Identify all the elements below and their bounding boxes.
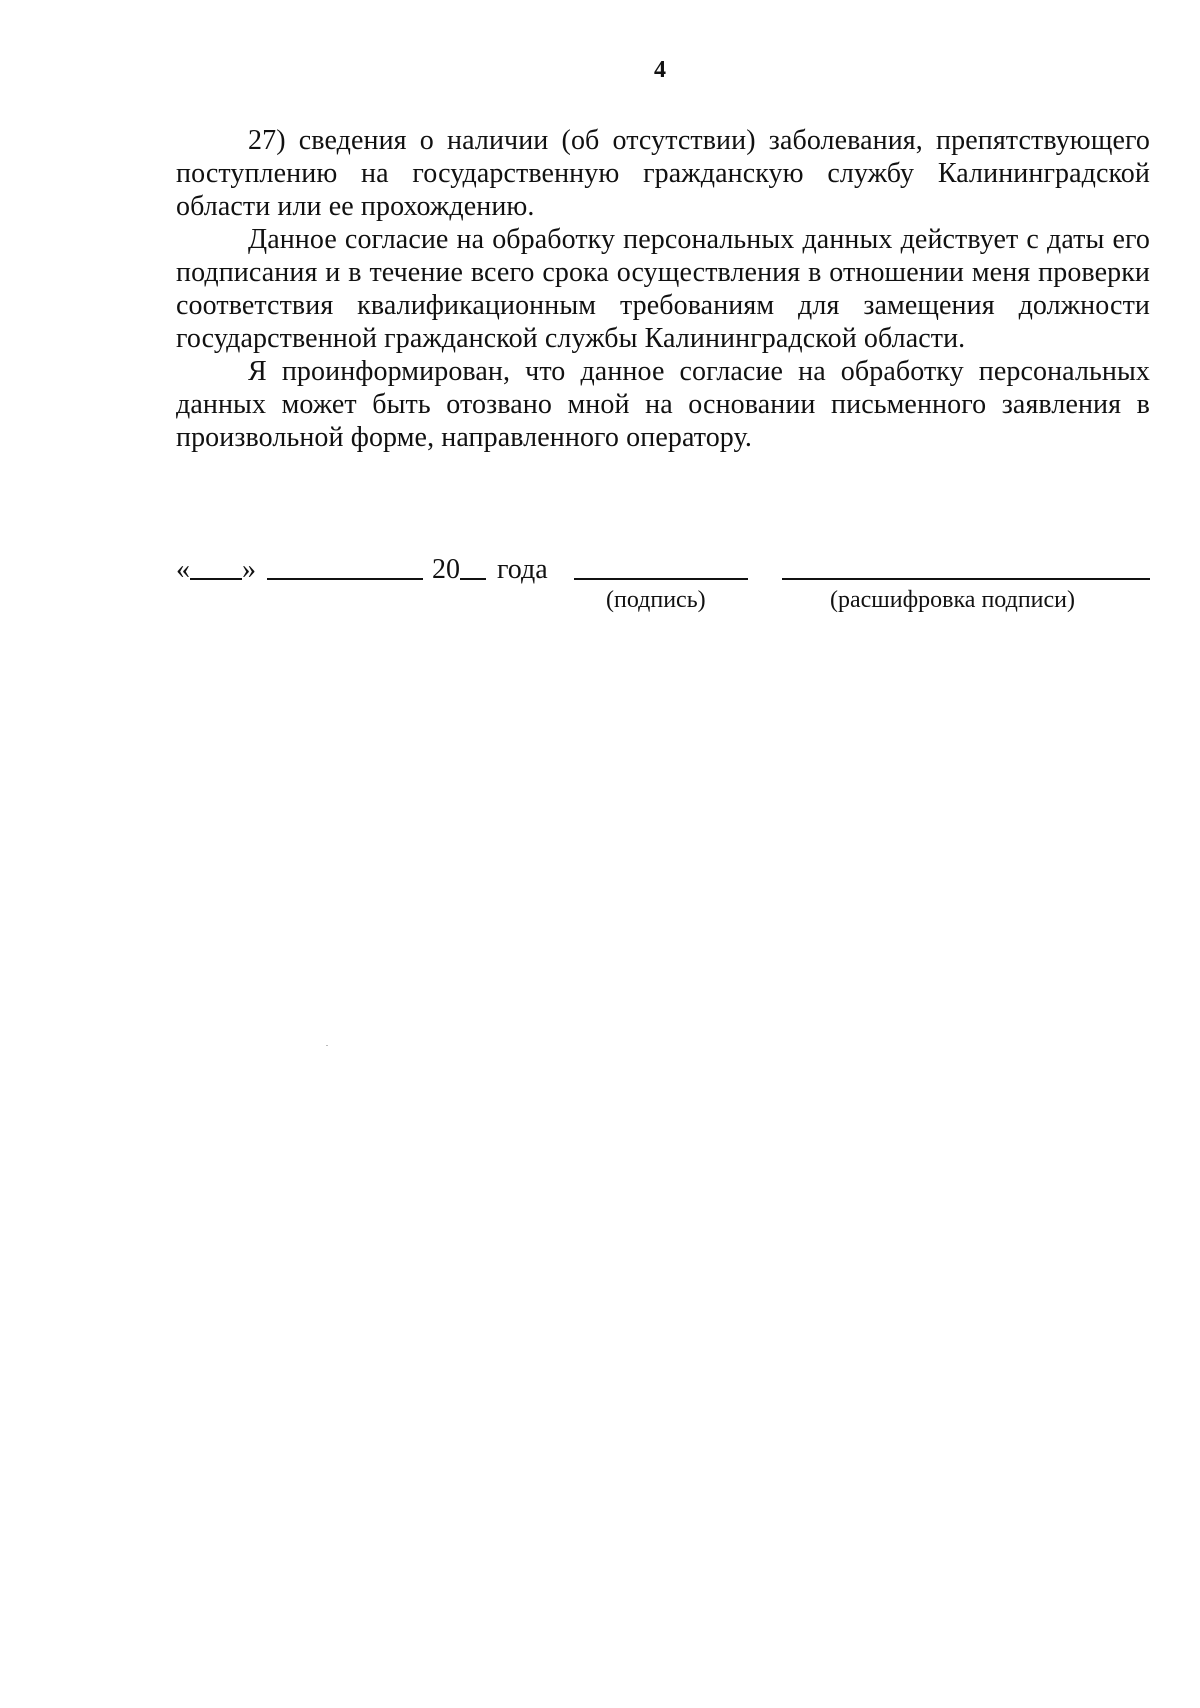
year-blank[interactable]: [460, 550, 486, 580]
day-blank[interactable]: [190, 550, 242, 580]
signature-decode-line[interactable]: [782, 578, 1150, 580]
signature-line[interactable]: [574, 578, 748, 580]
signature-decode-caption: (расшифровка подписи): [830, 587, 1075, 613]
paragraph-revocation: Я проинформирован, что данное согласие на обработку персональных данных может быть отозвано мной на основании письменного заявления в произвольной форме, направленного оператору.: [176, 356, 1150, 453]
date-close-quote: »: [242, 554, 256, 585]
paragraph-consent-duration: Данное согласие на обработку персональных данных действует с даты его подписания и в течение всего срока осуществления в отношении меня проверки соответствия квалификационным требованиям для замещения должности государственной гражданской службы Калининградской области.: [176, 224, 1150, 354]
year-prefix: 20: [432, 554, 460, 585]
scan-speck: [326, 1045, 328, 1046]
date-open-quote: «: [176, 554, 190, 585]
document-body: [176, 124, 1150, 454]
signature-block: [176, 548, 1150, 618]
paragraph-item-27: 27) сведения о наличии (об отсутствии) заболевания, препятствующего поступлению на государственную гражданскую службу Калининградской области или ее прохождению.: [176, 125, 1150, 222]
date-line: [176, 548, 548, 586]
signature-caption: (подпись): [606, 587, 706, 613]
month-blank[interactable]: [267, 550, 423, 580]
year-suffix: года: [497, 554, 548, 585]
page-number: 4: [654, 57, 666, 83]
